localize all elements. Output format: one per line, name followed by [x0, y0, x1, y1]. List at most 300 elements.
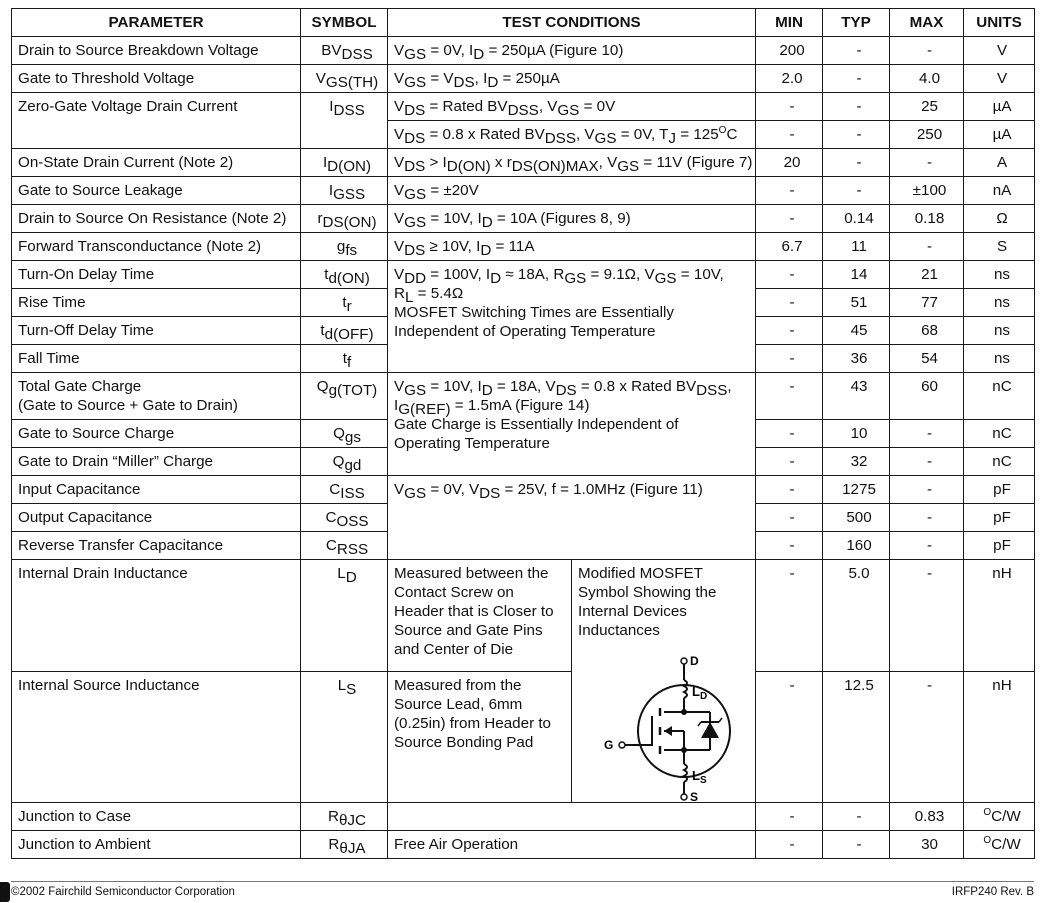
- condition-text: Gate Charge is Essentially Independent of: [394, 416, 679, 433]
- page-edge-tab: [0, 882, 10, 902]
- table-row: [12, 65, 1035, 93]
- condition-text: = 0.8 x Rated BV: [576, 378, 697, 395]
- condition-subscript: GS: [404, 485, 427, 502]
- condition-subscript: DS: [479, 485, 501, 502]
- symbol-main: I: [329, 98, 334, 115]
- table-row: [12, 205, 1035, 233]
- condition-cell: [388, 803, 756, 831]
- typ-cell: 10: [823, 420, 890, 448]
- symbol-cell: [301, 261, 388, 289]
- typ-cell: -: [823, 37, 890, 65]
- table-body: [12, 37, 1035, 859]
- symbol-cell: [301, 93, 388, 149]
- parameter-cell: [12, 93, 301, 149]
- typ-cell: 500: [823, 504, 890, 532]
- parameter-text: Total Gate Charge: [18, 378, 142, 395]
- min-cell: -: [756, 345, 823, 373]
- symbol-subscript: gd: [344, 457, 362, 474]
- condition-text: = 10A (Figures 8, 9): [492, 210, 631, 227]
- unit-text: µA: [992, 126, 1012, 143]
- condition-subscript: D: [487, 74, 499, 91]
- units-cell: [964, 177, 1035, 205]
- unit-text: nH: [992, 565, 1012, 582]
- condition-text: I: [394, 397, 399, 414]
- units-cell: [964, 65, 1035, 93]
- condition-line: Source Lead, 6mm: [394, 695, 523, 713]
- parameter-cell: [12, 532, 301, 560]
- condition-text: V: [394, 70, 405, 87]
- unit-text: V: [996, 70, 1008, 87]
- table-row: [12, 233, 1035, 261]
- condition-text: = 10V,: [676, 266, 724, 283]
- parameter-cell: [12, 373, 301, 420]
- parameter-text: Junction to Ambient: [18, 836, 151, 853]
- typ-cell: 51: [823, 289, 890, 317]
- unit-text: pF: [993, 481, 1011, 498]
- typ-cell: -: [823, 803, 890, 831]
- table-row: [12, 831, 1035, 859]
- condition-line: [394, 322, 755, 341]
- parameter-text: Gate to Drain “Miller” Charge: [18, 453, 213, 470]
- max-cell: 21: [890, 261, 964, 289]
- parameter-cell: [12, 345, 301, 373]
- symbol-cell: [301, 831, 388, 859]
- symbol-cell: [301, 420, 388, 448]
- header-symbol: SYMBOL: [301, 9, 388, 37]
- condition-subscript: J: [668, 130, 677, 147]
- parameter-text: Input Capacitance: [18, 481, 141, 498]
- min-cell: -: [756, 532, 823, 560]
- condition-cell: [388, 205, 756, 233]
- condition-text: V: [394, 42, 405, 59]
- units-cell: [964, 149, 1035, 177]
- condition-line: Measured between the: [394, 565, 549, 582]
- symbol-main: L: [337, 565, 346, 582]
- typ-cell: 14: [823, 261, 890, 289]
- condition-cell-right: [572, 560, 756, 803]
- condition-text: = 0V, I: [426, 42, 474, 59]
- max-cell: 30: [890, 831, 964, 859]
- units-cell: [964, 373, 1035, 420]
- symbol-main: BV: [321, 42, 342, 59]
- max-cell: 54: [890, 345, 964, 373]
- condition-subscript: G(REF): [398, 401, 451, 418]
- unit-rest: C/W: [991, 836, 1021, 853]
- unit-text: ns: [993, 350, 1011, 367]
- unit-text: nC: [992, 425, 1012, 442]
- condition-text: Free Air Operation: [394, 836, 519, 853]
- condition-text: C: [726, 126, 738, 143]
- header-max: MAX: [890, 9, 964, 37]
- diagram-label-source: S: [690, 790, 699, 802]
- condition-subscript: DS: [404, 158, 426, 175]
- typ-cell: 0.14: [823, 205, 890, 233]
- parameter-text: On-State Drain Current (Note 2): [18, 154, 234, 171]
- units-cell: [964, 532, 1035, 560]
- condition-line: [394, 97, 755, 119]
- unit-degree: O: [983, 807, 992, 818]
- unit-text: pF: [993, 509, 1011, 526]
- electrical-characteristics-table: [11, 8, 1035, 859]
- parameter-cell: [12, 37, 301, 65]
- condition-text: = 11V (Figure 7): [639, 154, 753, 171]
- condition-line: Contact Screw on: [394, 584, 514, 601]
- unit-text: V: [996, 42, 1008, 59]
- min-cell: -: [756, 420, 823, 448]
- symbol-cell: [301, 317, 388, 345]
- unit-rest: C/W: [991, 808, 1021, 825]
- condition-text: > I: [425, 154, 447, 171]
- unit-text: ns: [993, 294, 1011, 311]
- condition-text: V: [394, 378, 405, 395]
- typ-cell: -: [823, 121, 890, 149]
- condition-cell-left: [388, 671, 572, 802]
- max-cell: -: [890, 560, 964, 672]
- condition-line: [394, 41, 755, 63]
- table-row: [12, 149, 1035, 177]
- symbol-cell: [301, 476, 388, 504]
- units-cell: [964, 205, 1035, 233]
- min-cell: -: [756, 560, 823, 672]
- condition-text: MOSFET Switching Times are Essentially: [394, 304, 674, 321]
- symbol-subscript: θJC: [338, 812, 366, 829]
- condition-subscript: D: [481, 382, 493, 399]
- header-parameter: PARAMETER: [12, 9, 301, 37]
- condition-cell: [388, 121, 756, 149]
- condition-line: [394, 209, 755, 231]
- symbol-main: R: [328, 808, 339, 825]
- parameter-text: Turn-Off Delay Time: [18, 322, 154, 339]
- units-cell: [964, 93, 1035, 121]
- unit-text: Ω: [996, 210, 1008, 227]
- symbol-main: I: [328, 182, 334, 199]
- symbol-cell: [301, 177, 388, 205]
- symbol-subscript: DSS: [341, 46, 373, 63]
- min-cell: 200: [756, 37, 823, 65]
- min-cell: 2.0: [756, 65, 823, 93]
- max-cell: -: [890, 671, 964, 802]
- condition-line: [394, 265, 755, 287]
- symbol-subscript: GS(TH): [325, 74, 379, 91]
- unit-text: ns: [993, 322, 1011, 339]
- parameter-text: Reverse Transfer Capacitance: [18, 537, 224, 554]
- table-row: [12, 93, 1035, 121]
- symbol-cell: [301, 233, 388, 261]
- max-cell: 4.0: [890, 65, 964, 93]
- condition-text: = 0V: [579, 98, 616, 115]
- parameter-cell: [12, 205, 301, 233]
- parameter-cell: [12, 831, 301, 859]
- unit-text: nH: [992, 676, 1012, 694]
- min-cell: -: [756, 831, 823, 859]
- typ-cell: 11: [823, 233, 890, 261]
- max-cell: -: [890, 233, 964, 261]
- parameter-text: Zero-Gate Voltage Drain Current: [18, 98, 238, 115]
- unit-text: µA: [992, 98, 1012, 115]
- max-cell: -: [890, 448, 964, 476]
- symbol-cell: [301, 65, 388, 93]
- unit-text: pF: [993, 537, 1011, 554]
- parameter-text: Junction to Case: [18, 808, 132, 825]
- condition-line: [394, 181, 755, 203]
- table-row: [12, 177, 1035, 205]
- parameter-cell: [12, 448, 301, 476]
- typ-cell: 45: [823, 317, 890, 345]
- symbol-main: Q: [316, 378, 329, 395]
- units-cell: [964, 345, 1035, 373]
- condition-text: ≥ 10V, I: [425, 238, 481, 255]
- symbol-main: t: [324, 266, 329, 283]
- units-cell: [964, 261, 1035, 289]
- symbol-cell: [301, 37, 388, 65]
- symbol-subscript: DS(ON): [322, 214, 377, 231]
- symbol-cell: [301, 373, 388, 420]
- condition-text: = 5.4Ω: [413, 285, 464, 302]
- diagram-label-drain: D: [690, 654, 699, 668]
- condition-superscript: O: [718, 125, 727, 136]
- condition-line: Source and Gate Pins: [394, 622, 543, 639]
- symbol-main: L: [337, 676, 347, 694]
- condition-text: V: [394, 210, 405, 227]
- symbol-subscript: f: [347, 354, 352, 371]
- condition-line: [394, 69, 755, 91]
- max-cell: 77: [890, 289, 964, 317]
- condition-cell: [388, 93, 756, 121]
- condition-line: Source Bonding Pad: [394, 733, 534, 751]
- min-cell: -: [756, 177, 823, 205]
- min-cell: -: [756, 317, 823, 345]
- min-cell: -: [756, 373, 823, 420]
- condition-subscript: GS: [404, 382, 427, 399]
- condition-line: [394, 415, 755, 434]
- condition-subscript: GS: [594, 130, 617, 147]
- min-cell: -: [756, 93, 823, 121]
- symbol-cell: [301, 671, 388, 802]
- symbol-subscript: DSS: [333, 102, 365, 119]
- parameter-cell: [12, 65, 301, 93]
- condition-subscript: DS: [404, 102, 426, 119]
- header-units: UNITS: [964, 9, 1035, 37]
- condition-subscript: D: [480, 242, 492, 259]
- typ-cell: -: [823, 65, 890, 93]
- max-cell: -: [890, 37, 964, 65]
- condition-text: = ±20V: [426, 182, 479, 199]
- symbol-subscript: OSS: [336, 513, 369, 530]
- max-cell: 0.83: [890, 803, 964, 831]
- footer-copyright: ©2002 Fairchild Semiconductor Corporation: [11, 886, 235, 898]
- condition-line: (0.25in) from Header to: [394, 714, 552, 732]
- min-cell: 6.7: [756, 233, 823, 261]
- symbol-main: R: [328, 836, 340, 853]
- unit-text: A: [996, 154, 1008, 171]
- symbol-main: I: [322, 154, 328, 171]
- condition-line: Measured from the: [394, 676, 522, 694]
- mosfet-symbol-diagram: [600, 654, 750, 802]
- condition-text: = 250µA (Figure 10): [484, 42, 624, 59]
- condition-subscript: DS(ON)MAX: [511, 158, 599, 175]
- units-cell: [964, 233, 1035, 261]
- condition-cell: [388, 261, 756, 373]
- condition-subscript: GS: [654, 270, 677, 287]
- condition-line: [394, 835, 755, 854]
- condition-line: [394, 377, 755, 399]
- condition-text: R: [394, 285, 405, 302]
- parameter-text: Drain to Source Breakdown Voltage: [18, 42, 259, 59]
- diagram-label-ld: $L_D$: [692, 684, 708, 702]
- condition-text: = 10V, I: [426, 210, 482, 227]
- condition-subscript: DSS: [544, 130, 576, 147]
- symbol-main: Q: [332, 453, 345, 470]
- table-row: [12, 37, 1035, 65]
- condition-text: = 0V, V: [426, 481, 480, 498]
- typ-cell: -: [823, 831, 890, 859]
- parameter-text: Forward Transconductance (Note 2): [18, 238, 262, 255]
- symbol-subscript: fs: [345, 242, 358, 259]
- min-cell: -: [756, 803, 823, 831]
- symbol-subscript: D: [345, 569, 357, 586]
- condition-subscript: DD: [404, 270, 427, 287]
- table-row: [12, 476, 1035, 504]
- units-cell: [964, 420, 1035, 448]
- condition-text: Independent of Operating Temperature: [394, 323, 656, 340]
- condition-line: [394, 434, 755, 453]
- table-row: [12, 671, 1035, 802]
- max-cell: 25: [890, 93, 964, 121]
- symbol-main: r: [317, 210, 323, 227]
- condition-text: V: [394, 238, 405, 255]
- condition-subscript: GS: [564, 270, 587, 287]
- condition-line: Header that is Closer to: [394, 603, 554, 620]
- min-cell: -: [756, 504, 823, 532]
- condition-subscript: GS: [557, 102, 580, 119]
- units-cell: [964, 671, 1035, 802]
- symbol-cell: [301, 205, 388, 233]
- symbol-subscript: gs: [344, 429, 361, 446]
- condition-text: V: [394, 154, 405, 171]
- condition-cell: [388, 476, 756, 560]
- condition-cell: [388, 233, 756, 261]
- header-min: MIN: [756, 9, 823, 37]
- condition-subscript: DSS: [696, 382, 728, 399]
- parameter-cell: [12, 504, 301, 532]
- symbol-main: t: [320, 322, 325, 339]
- unit-text: nC: [992, 378, 1012, 395]
- table-row: [12, 373, 1035, 420]
- condition-cell: [388, 65, 756, 93]
- max-cell: ±100: [890, 177, 964, 205]
- condition-subscript: D: [473, 46, 485, 63]
- parameter-text: Fall Time: [18, 350, 80, 367]
- condition-text: = 1.5mA (Figure 14): [450, 397, 590, 414]
- symbol-subscript: RSS: [336, 541, 369, 558]
- units-cell: [964, 560, 1035, 672]
- max-cell: 60: [890, 373, 964, 420]
- condition-text: = 0V, T: [616, 126, 669, 143]
- parameter-text: Rise Time: [18, 294, 86, 311]
- condition-text: = 25V, f = 1.0MHz (Figure 11): [500, 481, 703, 498]
- condition-text: ,: [727, 378, 732, 395]
- condition-subscript: L: [404, 289, 414, 306]
- condition-subscript: D(ON): [446, 158, 491, 175]
- symbol-subscript: GSS: [333, 186, 366, 203]
- condition-line: Modified MOSFET: [578, 565, 703, 582]
- symbol-main: t: [342, 294, 347, 311]
- unit-text: S: [996, 238, 1008, 255]
- units-cell: [964, 448, 1035, 476]
- parameter-text: (Gate to Source + Gate to Drain): [18, 397, 238, 414]
- parameter-text: Gate to Threshold Voltage: [18, 70, 195, 87]
- max-cell: -: [890, 532, 964, 560]
- parameter-text: Gate to Source Charge: [18, 425, 175, 442]
- parameter-text: Drain to Source On Resistance (Note 2): [18, 210, 287, 227]
- parameter-text: Gate to Source Leakage: [18, 182, 183, 199]
- max-cell: 0.18: [890, 205, 964, 233]
- typ-cell: 160: [823, 532, 890, 560]
- condition-line: Symbol Showing the: [578, 584, 717, 601]
- units-cell: [964, 476, 1035, 504]
- parameter-cell: [12, 149, 301, 177]
- parameter-cell: [12, 261, 301, 289]
- unit-text: nC: [992, 453, 1012, 470]
- condition-subscript: GS: [617, 158, 640, 175]
- unit-degree: O: [983, 835, 992, 846]
- units-cell: [964, 289, 1035, 317]
- condition-subscript: DSS: [507, 102, 539, 119]
- condition-text: x r: [490, 154, 512, 171]
- condition-text: = 0.8 x Rated BV: [425, 126, 545, 143]
- symbol-cell: [301, 504, 388, 532]
- symbol-cell: [301, 289, 388, 317]
- table-row: [12, 803, 1035, 831]
- condition-subscript: DS: [453, 74, 475, 91]
- condition-text: = 11A: [491, 238, 535, 255]
- typ-cell: 32: [823, 448, 890, 476]
- condition-text: V: [394, 481, 405, 498]
- parameter-text: Output Capacitance: [18, 509, 153, 526]
- units-cell: [964, 37, 1035, 65]
- condition-text: = 250µA: [498, 70, 560, 87]
- symbol-main: g: [336, 238, 346, 255]
- max-cell: -: [890, 420, 964, 448]
- symbol-main: C: [325, 509, 337, 526]
- condition-line: and Center of Die: [394, 641, 514, 658]
- footer-part-number: IRFP240 Rev. B: [951, 886, 1034, 898]
- condition-text: , I: [474, 70, 488, 87]
- min-cell: 20: [756, 149, 823, 177]
- typ-cell: 43: [823, 373, 890, 420]
- symbol-cell: [301, 448, 388, 476]
- condition-text: = Rated BV: [425, 98, 508, 115]
- typ-cell: -: [823, 149, 890, 177]
- table-header-row: [12, 9, 1035, 37]
- parameter-cell: [12, 671, 301, 802]
- min-cell: -: [756, 205, 823, 233]
- condition-line: Internal Devices: [578, 603, 687, 620]
- page-footer: [11, 881, 1034, 898]
- symbol-main: C: [325, 537, 337, 554]
- symbol-cell: [301, 345, 388, 373]
- symbol-subscript: θJA: [339, 840, 366, 857]
- min-cell: -: [756, 289, 823, 317]
- condition-line: [394, 303, 755, 322]
- symbol-cell: [301, 532, 388, 560]
- units-cell: [964, 121, 1035, 149]
- condition-subscript: D: [490, 270, 502, 287]
- unit-text: nA: [992, 182, 1012, 199]
- condition-cell: [388, 373, 756, 476]
- parameter-cell: [12, 560, 301, 672]
- units-cell: [964, 831, 1035, 859]
